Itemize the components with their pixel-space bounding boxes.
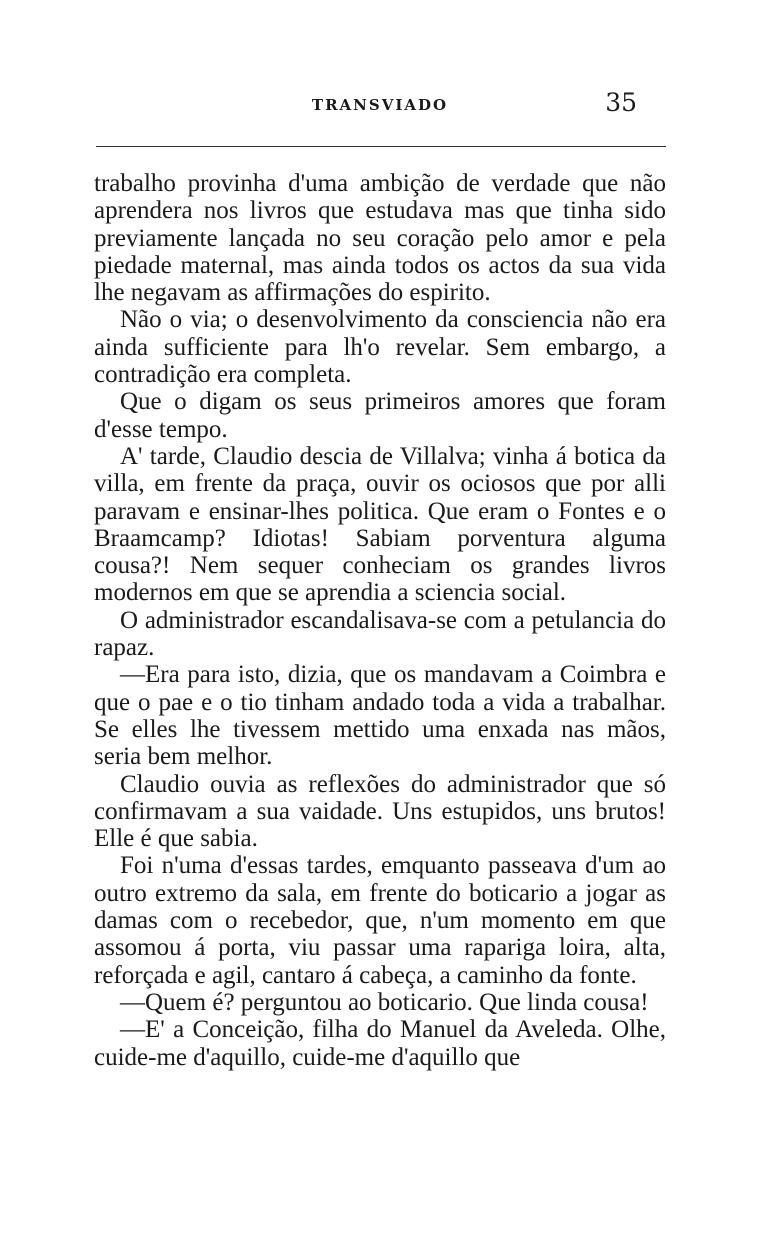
page-number: 35 — [605, 88, 637, 117]
paragraph: A' tarde, Claudio descia de Villalva; vinha á botica da villa, em frente da praça, ouvir os ociosos que por alli paravam e ensinar-lhes politica. Que eram o Fontes e o Braamcamp? Idiotas! Sabiam porventura alguma cousa?! Nem sequer conheciam os grandes livros modernos em que se aprendia a sciencia social. — [94, 442, 666, 607]
paragraph: Foi n'uma d'essas tardes, emquanto passeava d'um ao outro extremo da sala, em frente do boticario a jogar as damas com o recebedor, que, n'um momento em que assomou á porta, viu passar uma rapariga loira, alta, reforçada e agil, cantaro á cabeça, a caminho da fonte. — [94, 852, 666, 989]
paragraph: Que o digam os seus primeiros amores que foram d'esse tempo. — [94, 388, 666, 443]
paragraph: —E' a Conceição, filha do Manuel da Aveleda. Olhe, cuide-me d'aquillo, cuide-me d'aquillo que — [94, 1016, 666, 1071]
running-title: TRANSVIADO — [311, 96, 449, 114]
page-header — [95, 88, 665, 124]
body-text — [94, 170, 666, 1071]
paragraph: —Era para isto, dizia, que os mandavam a Coimbra e que o pae e o tio tinham andado toda a vida a trabalhar. Se elles lhe tivessem mettido uma enxada nas mãos, seria bem melhor. — [94, 661, 666, 771]
header-rule — [96, 146, 666, 147]
paragraph: O administrador escandalisava-se com a petulancia do rapaz. — [94, 606, 666, 662]
paragraph: Não o via; o desenvolvimento da consciencia não era ainda sufficiente para lh'o revelar. Sem embargo, a contradição era completa. — [94, 306, 666, 389]
paragraph: Claudio ouvia as reflexões do administrador que só confirmavam a sua vaidade. Uns estupidos, uns brutos! Elle é que sabia. — [94, 770, 666, 853]
paragraph: trabalho provinha d'uma ambição de verdade que não aprendera nos livros que estudava mas que tinha sido previamente lançada no seu coração pelo amor e pela piedade maternal, mas ainda todos os actos da sua vida lhe negavam as affirmações do espirito. — [94, 170, 666, 307]
paragraph: —Quem é? perguntou ao boticario. Que linda cousa! — [120, 988, 649, 1016]
